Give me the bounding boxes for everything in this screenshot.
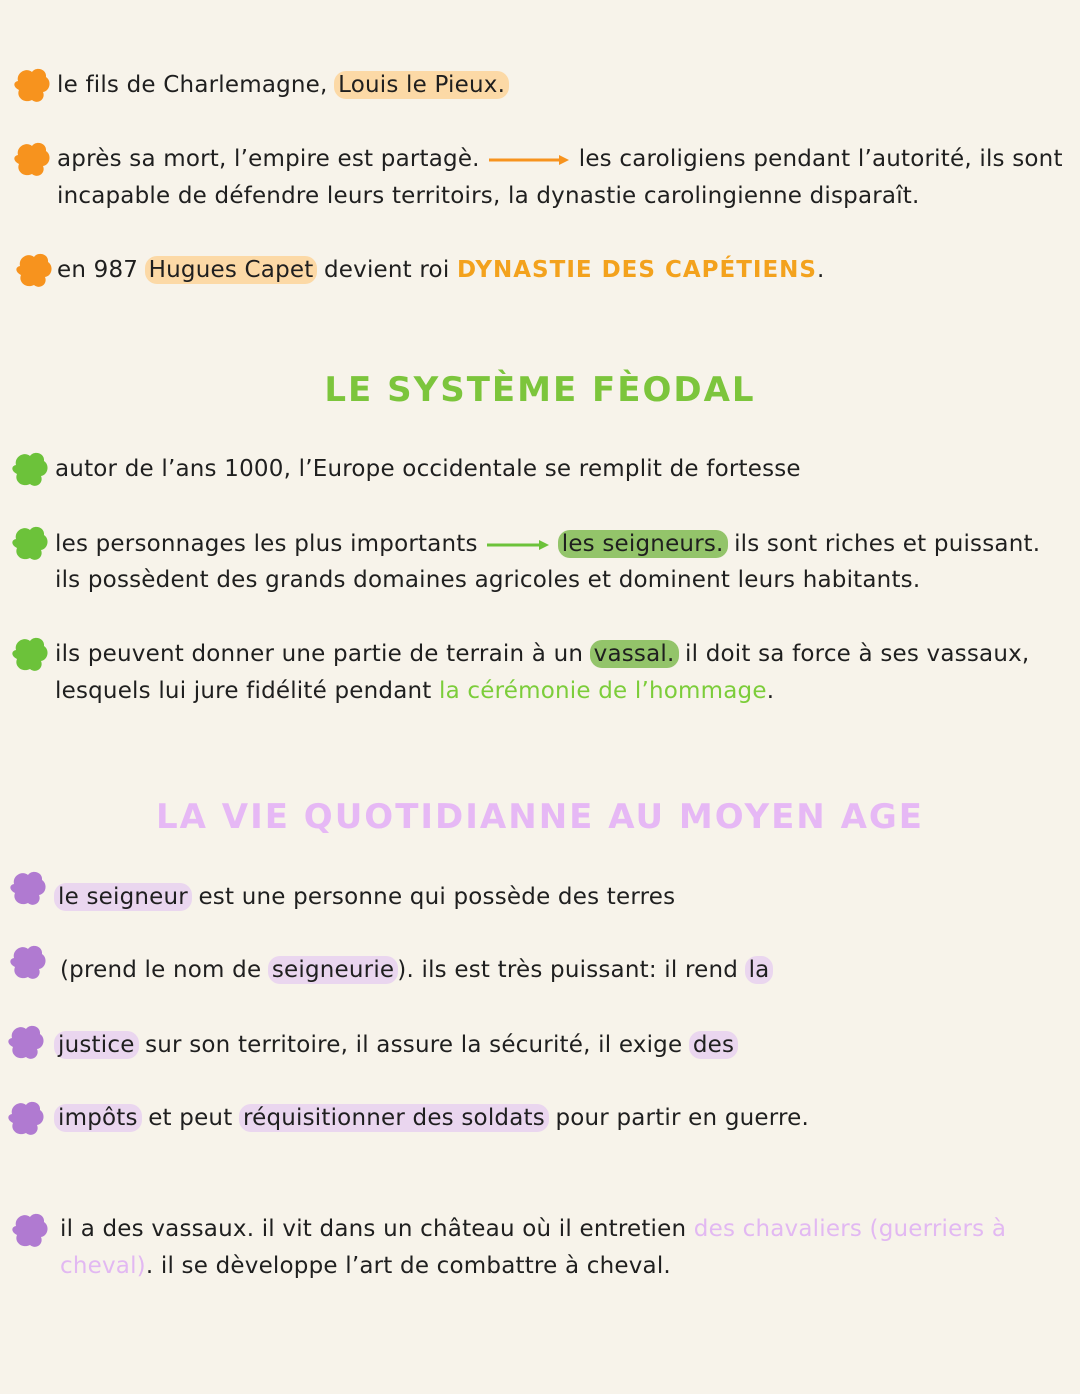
section-heading-vie-quotidienne: LA VIE QUOTIDIANNE AU MOYEN AGE bbox=[155, 797, 925, 837]
dynasty-label: DYNASTIE DES CAPÉTIENS bbox=[456, 257, 817, 283]
highlight-louis: Louis le Pieux. bbox=[334, 71, 509, 99]
purple-bullet-icon bbox=[6, 866, 50, 910]
section3-item3: justice sur son territoire, il assure la sécurité, il exige des bbox=[55, 1032, 737, 1058]
green-bullet-icon bbox=[8, 447, 52, 491]
highlight-requisitionner: réquisitionner des soldats bbox=[239, 1104, 549, 1132]
chevaliers-text: des chavaliers (guerriers à bbox=[693, 1216, 1007, 1242]
section2-item2-line1: les personnages les plus importants les seigneurs. ils sont riches et puissant. bbox=[55, 531, 1041, 557]
green-bullet-icon bbox=[8, 632, 52, 676]
highlight-seigneurs: les seigneurs. bbox=[558, 530, 728, 558]
green-bullet-icon bbox=[8, 521, 52, 565]
section3-item4: impôts et peut réquisitionner des soldats pour partir en guerre. bbox=[55, 1105, 809, 1131]
section1-item3: en 987 Hugues Capet devient roi DYNASTIE DES CAPÉTIENS. bbox=[57, 257, 825, 283]
highlight-impots: impôts bbox=[54, 1104, 142, 1132]
arrow-right-icon bbox=[487, 153, 571, 167]
purple-bullet-icon bbox=[4, 1096, 48, 1140]
section2-item3-line1: ils peuvent donner une partie de terrain à un vassal. il doit sa force à ses vassaux, bbox=[55, 641, 1030, 667]
section2-item2-line2: ils possèdent des grands domaines agricoles et dominent leurs habitants. bbox=[55, 567, 921, 593]
highlight-justice: justice bbox=[54, 1031, 139, 1059]
section3-item5-line2: cheval). il se dèveloppe l’art de combattre à cheval. bbox=[60, 1253, 671, 1279]
highlight-hugues-capet: Hugues Capet bbox=[145, 256, 318, 284]
section3-item5-line1: il a des vassaux. il vit dans un château où il entretien des chavaliers (guerriers à bbox=[60, 1216, 1007, 1242]
highlight-seigneurie: seigneurie bbox=[268, 956, 398, 984]
orange-bullet-icon bbox=[10, 137, 54, 181]
section1-item1: le fils de Charlemagne, Louis le Pieux. bbox=[57, 72, 508, 98]
section-heading-feodal: LE SYSTÈME FÈODAL bbox=[324, 370, 756, 410]
arrow-right-icon bbox=[485, 538, 551, 552]
purple-bullet-icon bbox=[4, 1020, 48, 1064]
highlight-des: des bbox=[689, 1031, 738, 1059]
ceremonie-hommage: la cérémonie de l’hommage bbox=[439, 678, 767, 704]
purple-bullet-icon bbox=[8, 1208, 52, 1252]
highlight-le-seigneur: le seigneur bbox=[54, 883, 192, 911]
section1-item2-line2: incapable de défendre leurs territoirs, la dynastie carolingienne disparaît. bbox=[57, 183, 920, 209]
orange-bullet-icon bbox=[10, 63, 54, 107]
highlight-vassal: vassal. bbox=[590, 640, 679, 668]
cheval-text: cheval) bbox=[60, 1253, 146, 1279]
purple-bullet-icon bbox=[6, 940, 50, 984]
section3-item1: le seigneur est une personne qui possède des terres bbox=[55, 884, 675, 910]
section2-item3-line2: lesquels lui jure fidélité pendant la cérémonie de l’hommage. bbox=[55, 678, 775, 704]
orange-bullet-icon bbox=[12, 248, 56, 292]
highlight-la: la bbox=[745, 956, 774, 984]
section1-item2-line1: après sa mort, l’empire est partagè. les caroligiens pendant l’autorité, ils sont bbox=[57, 146, 1063, 172]
section2-item1: autor de l’ans 1000, l’Europe occidentale se remplit de fortesse bbox=[55, 456, 801, 482]
section3-item2: (prend le nom de seigneurie ). ils est très puissant: il rend la bbox=[60, 957, 772, 983]
